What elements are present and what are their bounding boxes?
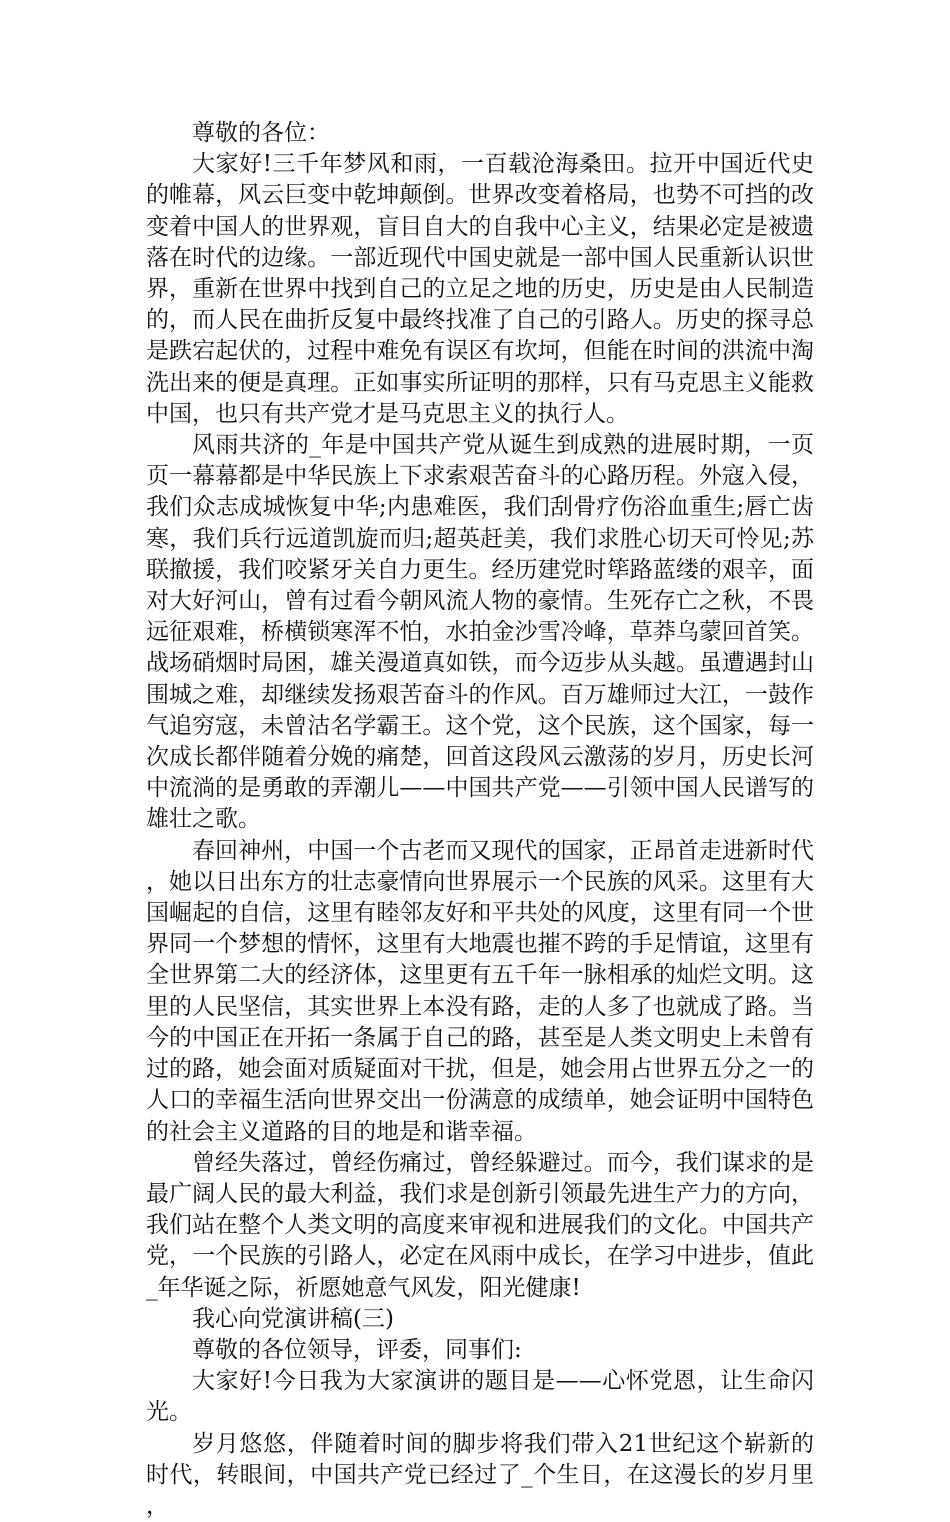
greeting-leaders: 尊敬的各位领导，评委，同事们: xyxy=(192,1336,522,1363)
paragraph-new-era: 春回神州，中国一个古老而又现代的国家，正昂首走进新时代，她以日出东方的壮志豪情向世界展示一个民族的风采。这里有大国崛起的自信，这里有睦邻友好和平共处的风度，这里有同一个世界同一个梦想的情怀，这里有大地震也摧不跨的手足情谊，这里有全世界第二大的经济体，这里更有五千年一脉相承的灿烂文明。这里的人民坚信，其实世界上本没有路，走的人多了也就成了路。当今的中国正在开拓一条属于自己的路，甚至是人类文明史上未曾有过的路，她会面对质疑面对干扰，但是，她会用占世界五分之一的人口的幸福生活向世界交出一份满意的成绩单，她会证明中国特色的社会主义道路的目的地是和谐幸福。 xyxy=(146,837,814,1145)
paragraph-intro: 大家好!三千年梦风和雨，一百载沧海桑田。拉开中国近代史的帷幕，风云巨变中乾坤颠倒。世界改变着格局，也势不可挡的改变着中国人的世界观，盲目自大的自我中心主义，结果必定是被遗落在时代的边缘。一部近现代中国史就是一部中国人民重新认识世界，重新在世界中找到自己的立足之地的历史，历史是由人民制造的，而人民在曲折反复中最终找准了自己的引路人。历史的探寻总是跌宕起伏的，过程中难免有误区有坎坷，但能在时间的洪流中淘洗出来的便是真理。正如事实所证明的那样，只有马克思主义能救中国，也只有共产党才是马克思主义的执行人。 xyxy=(146,151,814,427)
paragraph-closing: 曾经失落过，曾经伤痛过，曾经躲避过。而今，我们谋求的是最广阔人民的最大利益，我们求是创新引领最先进生产力的方向，我们站在整个人类文明的高度来审视和进展我们的文化。中国共产党，一个民族的引路人，必定在风雨中成长，在学习中进步，值此_年华诞之际，祈愿她意气风发，阳光健康! xyxy=(146,1149,814,1301)
paragraph-history: 风雨共济的_年是中国共产党从诞生到成熟的进展时期，一页页一幕幕都是中华民族上下求索艰苦奋斗的心路历程。外寇入侵，我们众志成城恢复中华;内患难医，我们刮骨疗伤浴血重生;唇亡齿寒，我们兵行远道凯旋而归;超英赶美，我们求胜心切天可怜见;苏联撤援，我们咬紧牙关自力更生。经历建党时筚路蓝缕的艰辛，面对大好河山，曾有过看今朝风流人物的豪情。生死存亡之秋，不畏远征艰难，桥横锁寒浑不怕，水拍金沙雪冷峰，草莽乌蒙回首笑。战场硝烟时局困，雄关漫道真如铁，而今迈步从头越。虽遭遇封山围城之难，却继续发扬艰苦奋斗的作风。百万雄师过大江，一鼓作气追穷寇，未曾沽名学霸王。这个党，这个民族，这个国家，每一次成长都伴随着分娩的痛楚，回首这段风云激荡的岁月，历史长河中流淌的是勇敢的弄潮儿——中国共产党——引领中国人民谱写的雄壮之歌。 xyxy=(146,432,814,833)
paragraph-topic: 大家好!今日我为大家演讲的题目是——心怀党恩，让生命闪光。 xyxy=(146,1368,814,1426)
document-body xyxy=(146,118,814,1522)
greeting-line: 尊敬的各位： xyxy=(192,120,330,146)
paragraph-years: 岁月悠悠，伴随着时间的脚步将我们带入21世纪这个崭新的时代，转眼间，中国共产党已经过了_个生日，在这漫长的岁月里， xyxy=(146,1430,814,1519)
speech-title: 我心向党演讲稿(三) xyxy=(192,1305,394,1332)
